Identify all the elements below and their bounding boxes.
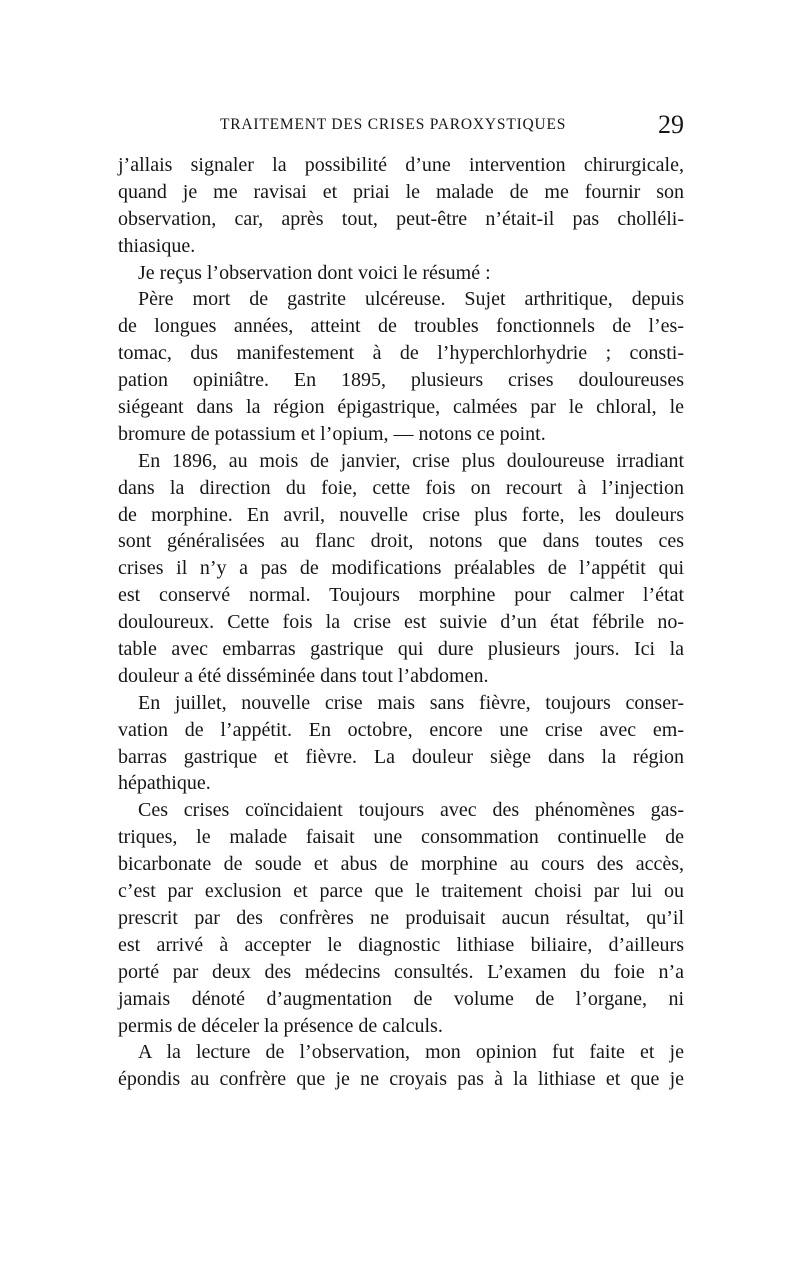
paragraph (118, 286, 684, 447)
text-line: triques, le malade faisait une consommation continuelle de (118, 826, 684, 849)
text-line: porté par deux des médecins consultés. L’examen du foie n’a (118, 960, 684, 983)
text-line: est arrivé à accepter le diagnostic lithiase biliaire, d’ailleurs (118, 933, 684, 956)
paragraph (118, 448, 684, 690)
text-line: douleur a été disséminée dans tout l’abdomen. (118, 664, 489, 687)
text-line: A la lecture de l’observation, mon opinion fut faite et je (138, 1041, 684, 1064)
text-line: crises il n’y a pas de modifications préalables de l’appétit qui (118, 557, 684, 580)
page-number: 29 (658, 110, 684, 139)
text-line: thiasique. (118, 234, 196, 257)
text-line: de longues années, atteint de troubles fonctionnels de l’es- (118, 315, 684, 338)
text-line: dans la direction du foie, cette fois on recourt à l’injection (118, 476, 684, 499)
text-line: tomac, dus manifestement à de l’hyperchlorhydrie ; consti- (118, 342, 684, 365)
text-line: épondis au confrère que je ne croyais pas à la lithiase et que je (118, 1068, 684, 1091)
text-line: est conservé normal. Toujours morphine pour calmer l’état (118, 584, 684, 607)
paragraph (118, 690, 684, 798)
text-line: de morphine. En avril, nouvelle crise plus forte, les douleurs (118, 503, 684, 526)
text-line: En 1896, au mois de janvier, crise plus douloureuse irradiant (138, 449, 684, 472)
text-line: permis de déceler la présence de calculs. (118, 1014, 443, 1037)
text-line: hépathique. (118, 772, 211, 795)
text-line: barras gastrique et fièvre. La douleur siège dans la région (118, 745, 684, 768)
text-line: observation, car, après tout, peut-être n’était-il pas cholléli- (118, 207, 684, 230)
text-line: sont généralisées au flanc droit, notons que dans toutes ces (118, 530, 684, 553)
text-line: douloureux. Cette fois la crise est suivie d’un état fébrile no- (118, 611, 684, 634)
text-line: j’allais signaler la possibilité d’une intervention chirurgicale, (118, 154, 684, 176)
text-line: quand je me ravisai et priai le malade de me fournir son (118, 180, 684, 203)
text-line: prescrit par des confrères ne produisait aucun résultat, qu’il (118, 906, 684, 929)
paragraph (118, 1039, 684, 1093)
text-line: siégeant dans la région épigastrique, calmées par le chloral, le (118, 396, 684, 419)
text-line: En juillet, nouvelle crise mais sans fièvre, toujours conser- (138, 691, 684, 714)
text-line: c’est par exclusion et parce que le traitement choisi par lui ou (118, 880, 684, 903)
running-head (118, 112, 684, 142)
paragraph (118, 797, 684, 1039)
text-line: vation de l’appétit. En octobre, encore une crise avec em- (118, 718, 684, 741)
paragraph (118, 152, 684, 260)
text-line: pation opiniâtre. En 1895, plusieurs crises douloureuses (118, 369, 684, 392)
paragraph (118, 260, 684, 287)
text-line: table avec embarras gastrique qui dure plusieurs jours. Ici la (118, 638, 684, 661)
running-head-title: TRAITEMENT DES CRISES PAROXYSTIQUES (220, 116, 567, 133)
text-line: Ces crises coïncidaient toujours avec des phénomènes gas- (138, 799, 684, 822)
text-body (118, 152, 684, 1093)
text-line: Je reçus l’observation dont voici le résumé : (138, 261, 491, 284)
text-line: bromure de potassium et l’opium, — notons ce point. (118, 422, 546, 445)
text-line: bicarbonate de soude et abus de morphine au cours des accès, (118, 853, 684, 876)
text-line: jamais dénoté d’augmentation de volume de l’organe, ni (118, 987, 684, 1010)
text-line: Père mort de gastrite ulcéreuse. Sujet arthritique, depuis (138, 288, 684, 311)
